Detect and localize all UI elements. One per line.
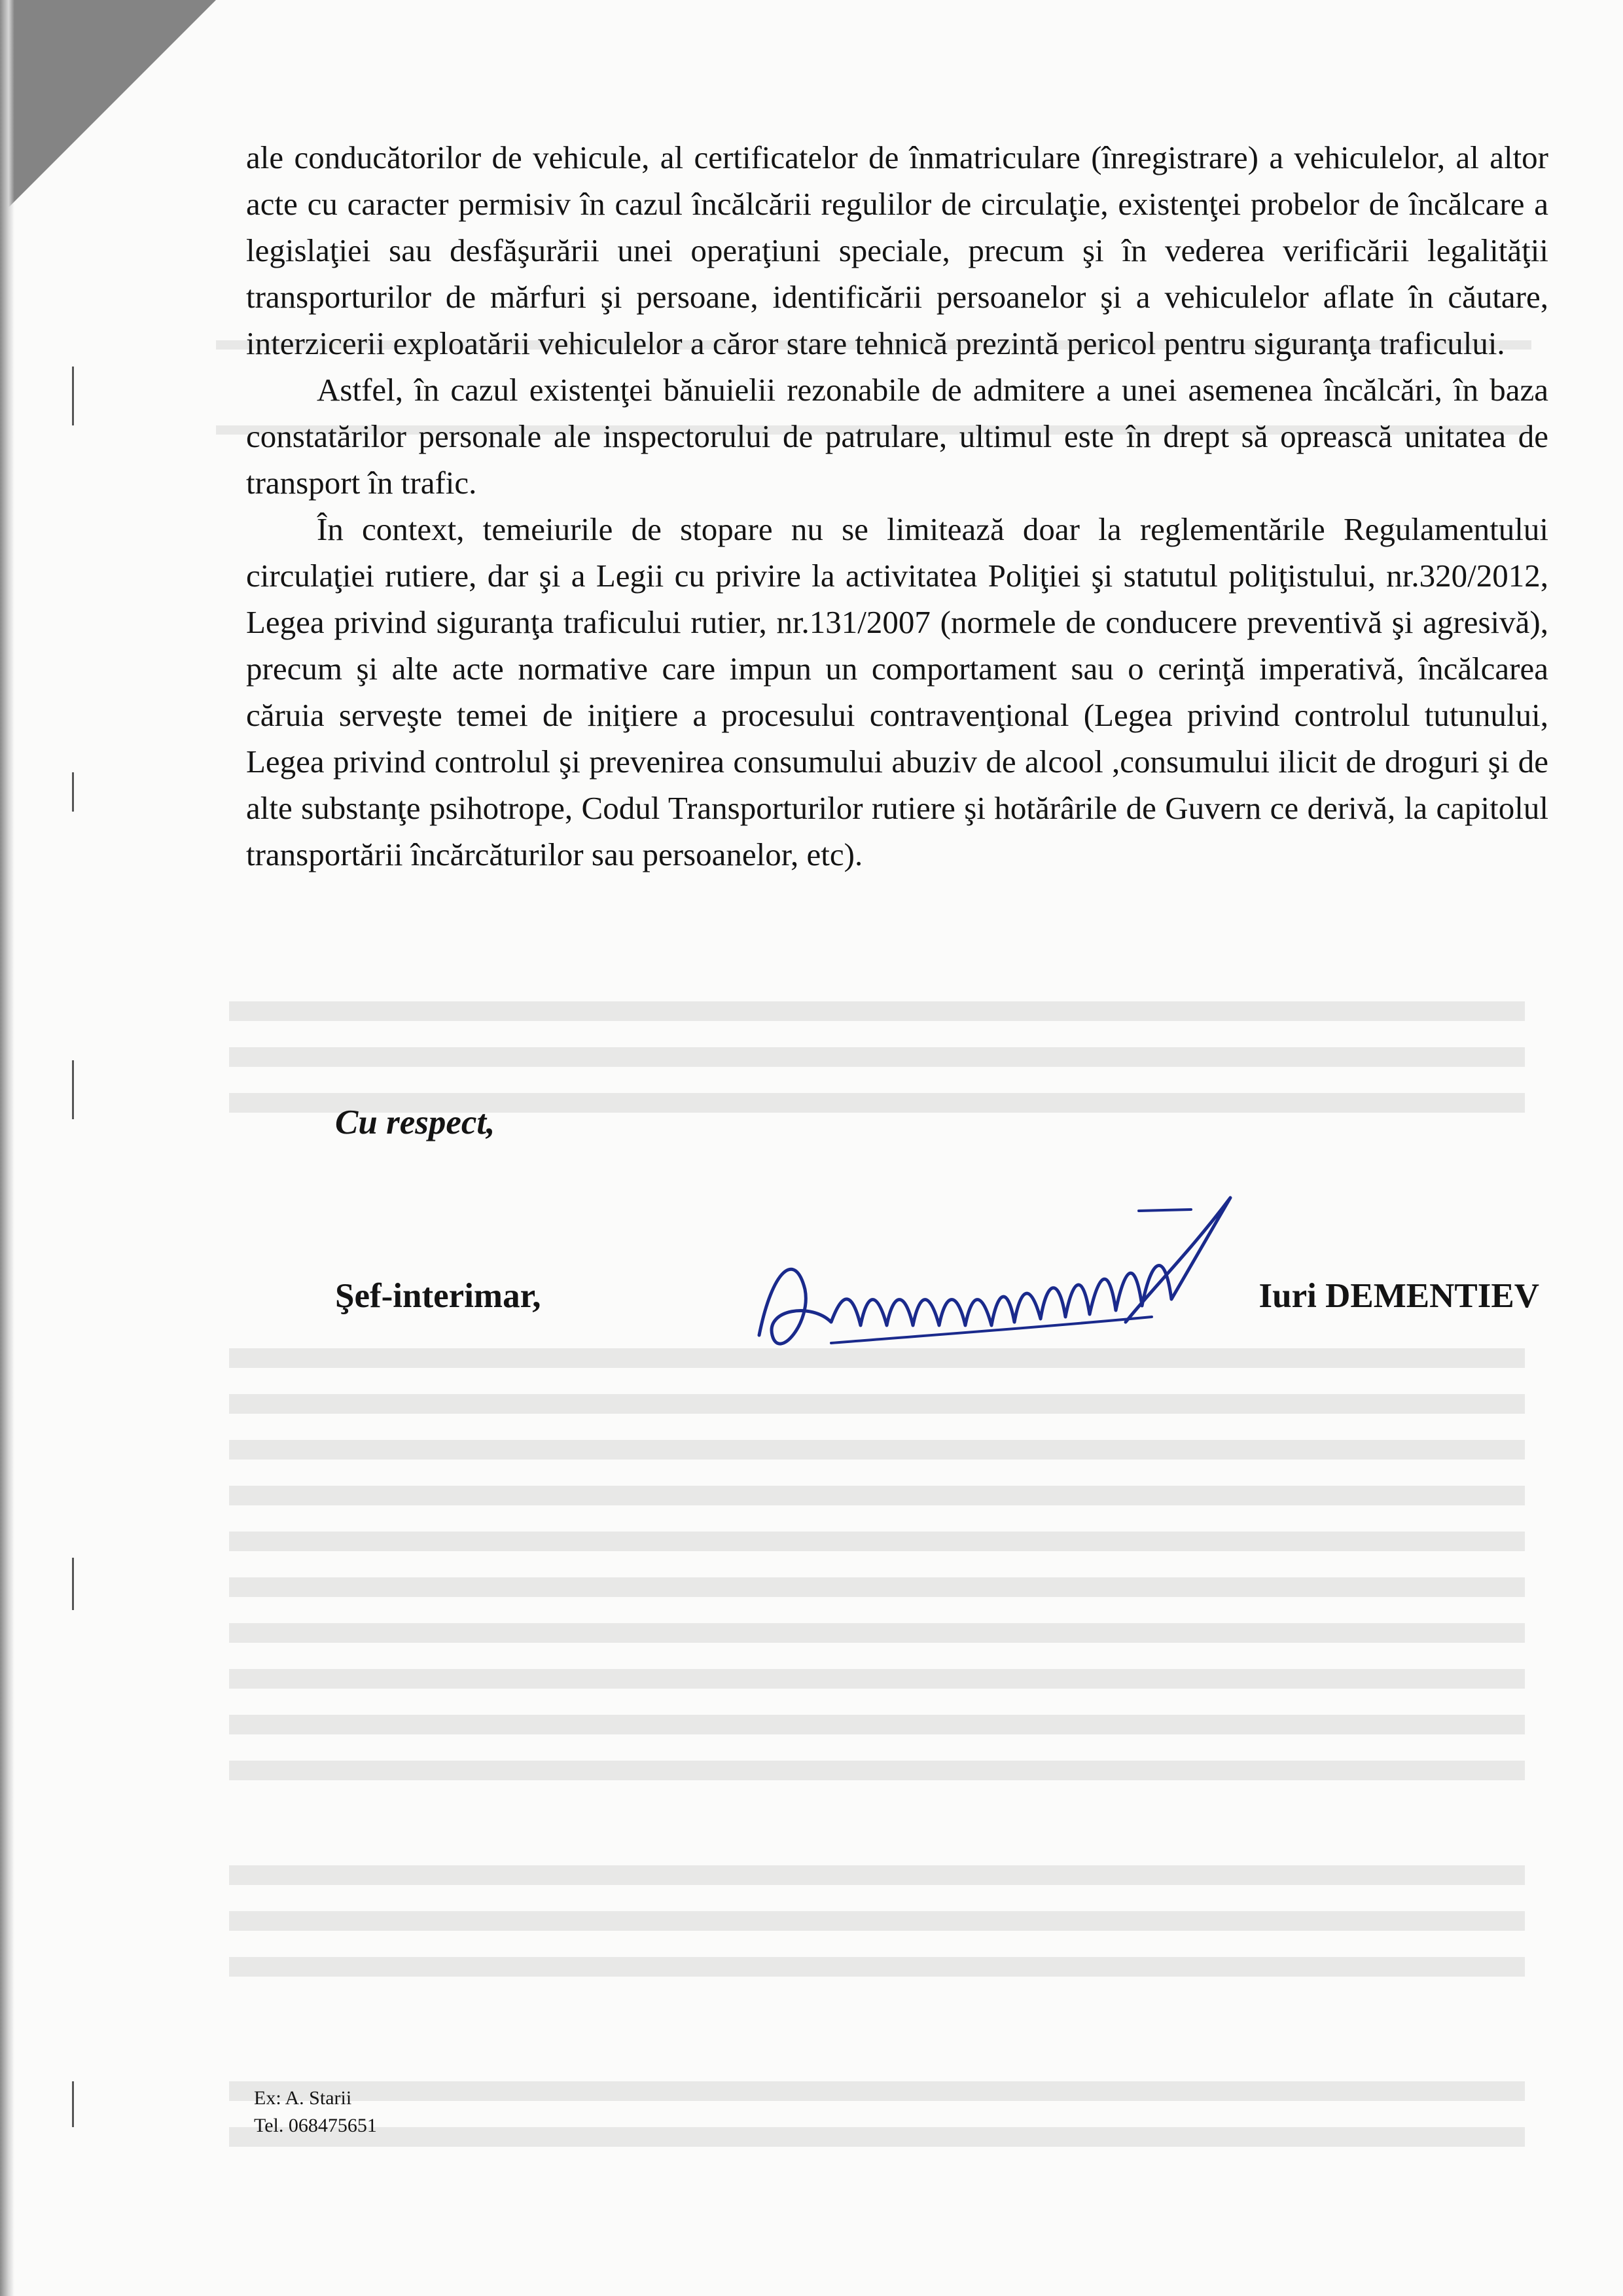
letter-body	[246, 134, 1548, 878]
folded-corner	[0, 0, 216, 216]
executor-block	[254, 2085, 377, 2140]
bleed-through-block	[229, 1001, 1525, 1021]
executor-name: Ex: A. Starii	[254, 2087, 352, 2109]
margin-mark	[72, 1060, 74, 1119]
bleed-through-block	[229, 1761, 1525, 1780]
margin-mark	[72, 772, 74, 812]
bleed-through-block	[229, 1577, 1525, 1597]
closing-salutation: Cu respect,	[335, 1103, 495, 1141]
bleed-through-block	[229, 1715, 1525, 1734]
body-paragraph: Astfel, în cazul existenţei bănuielii rezonabile de admitere a unei asemenea încălcări, în baza constatărilor personale ale inspectorului de patrulare, ultimul este în drept să oprească unitatea de transport în trafic.	[246, 372, 1548, 501]
body-paragraph: ale conducătorilor de vehicule, al certificatelor de înmatriculare (înregistrare) a vehiculelor, al altor acte cu caracter permisiv în cazul încălcării regulilor de circulaţie, existenţei probelor de încălcare a legislaţiei sau desfăşurării unei operaţiuni speciale, precum şi în vederea verificării legalităţii transporturilor de mărfuri şi persoane, identificării persoanelor şi a vehiculelor aflate în căutare, interzicerii exploatării vehiculelor a căror stare tehnică prezintă pericol pentru siguranţa traficului.	[246, 139, 1548, 361]
bleed-through-block	[229, 1047, 1525, 1067]
body-paragraph: În context, temeiurile de stopare nu se limitează doar la reglementările Regulamentului circulaţiei rutiere, dar şi a Legii cu privire la activitatea Poliţiei şi statutul poliţistului, nr.320/2012, Legea privind siguranţa traficului rutier, nr.131/2007 (normele de conducere preventivă şi agresivă), precum şi alte acte normative care impun un comportament sau o cerinţă imperativă, încălcarea căruia serveşte temei de iniţiere a procesului contravenţional (Legea privind controlul tutunului, Legea privind controlul şi prevenirea consumului abuziv de alcool ,consumului ilicit de droguri şi de alte substanţe psihotrope, Codul Transporturilor rutiere şi hotărârile de Guvern ce derivă, la capitolul transportării încărcăturilor sau persoanelor, etc).	[246, 511, 1548, 872]
bleed-through-block	[229, 1911, 1525, 1931]
bleed-through-block	[229, 1865, 1525, 1885]
bleed-through-block	[229, 1957, 1525, 1977]
signature-block	[335, 1276, 1539, 1329]
signatory-role: Şef-interimar,	[335, 1277, 541, 1315]
bleed-through-block	[229, 1394, 1525, 1414]
margin-mark	[72, 367, 74, 425]
bleed-through-block	[229, 2127, 1525, 2147]
bleed-through-block	[229, 1623, 1525, 1643]
bleed-through-block	[229, 1486, 1525, 1505]
scan-edge-shadow	[0, 0, 14, 2296]
bleed-through-block	[229, 1669, 1525, 1689]
bleed-through-block	[229, 2081, 1525, 2101]
bleed-through-block	[229, 1532, 1525, 1551]
signatory-name: Iuri DEMENTIEV	[1258, 1277, 1539, 1315]
bleed-through-block	[229, 1440, 1525, 1460]
margin-mark	[72, 2081, 74, 2127]
margin-mark	[72, 1558, 74, 1610]
executor-phone: Tel. 068475651	[254, 2115, 377, 2136]
